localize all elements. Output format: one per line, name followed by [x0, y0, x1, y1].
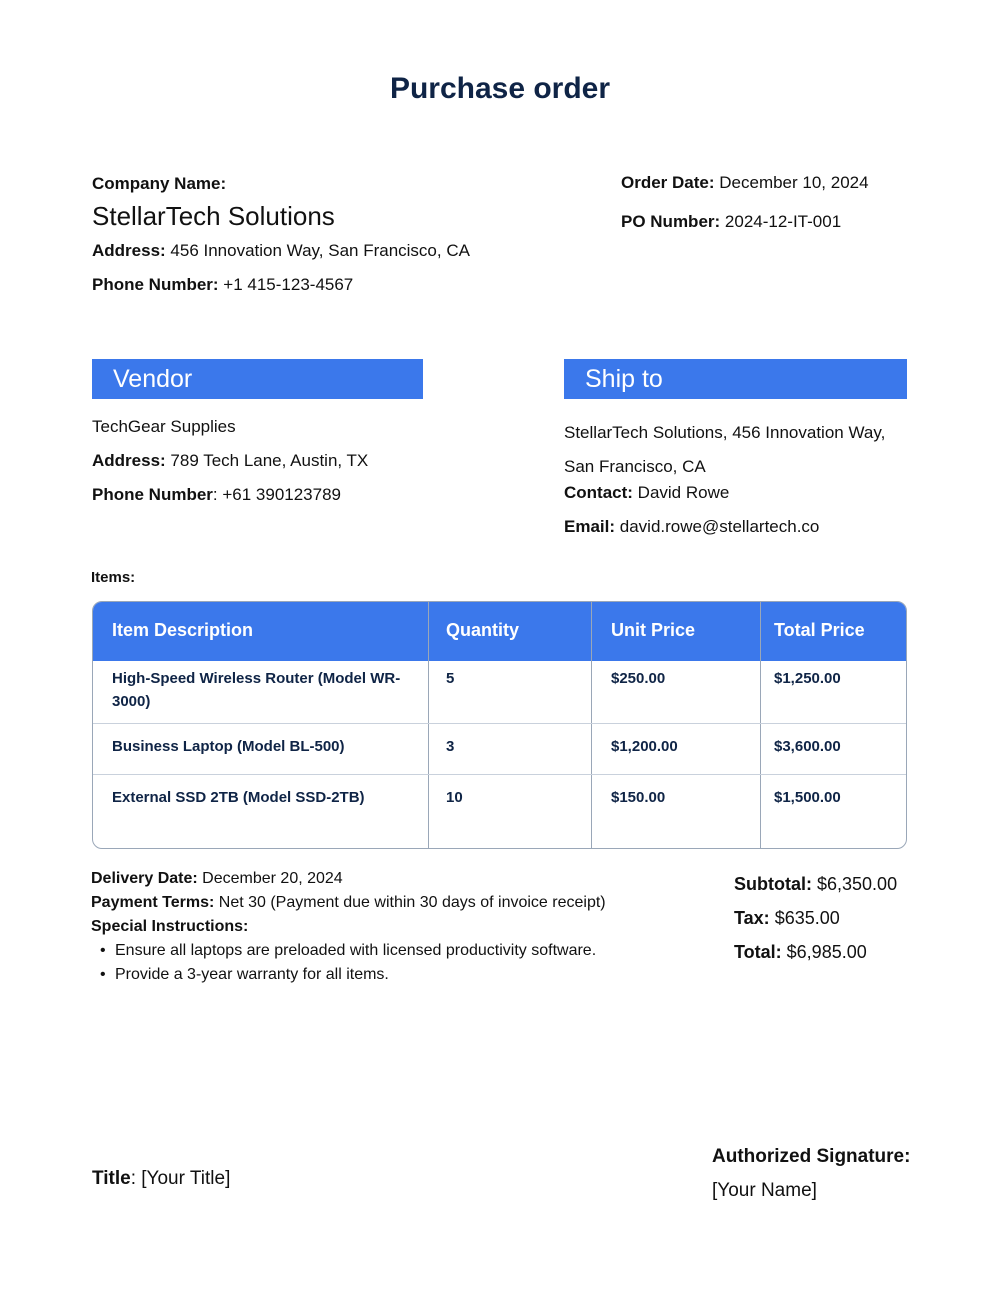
row-1-total-price: $1,250.00 [774, 670, 841, 687]
row-2-unit-price: $1,200.00 [611, 738, 678, 755]
delivery-date-label: Delivery Date: [91, 870, 198, 887]
row-2-description: Business Laptop (Model BL-500) [112, 738, 345, 755]
po-number-label: PO Number: [621, 212, 721, 231]
ship-to-contact [564, 482, 729, 504]
column-header-quantity: Quantity [446, 620, 520, 640]
items-label: Items: [91, 569, 136, 586]
vendor-phone-value: : +61 390123789 [212, 485, 342, 504]
vendor-name: TechGear Supplies [92, 417, 236, 436]
instruction-item [100, 941, 596, 961]
instruction-item [100, 965, 389, 985]
signer-title-value: : [Your Title] [130, 1168, 231, 1189]
column-header-total-price: Total Price [774, 620, 865, 640]
order-date [621, 172, 869, 194]
company-phone [92, 274, 353, 296]
subtotal [734, 873, 897, 895]
signer-name: [Your Name] [712, 1180, 817, 1201]
company-phone-value: +1 415-123-4567 [218, 275, 354, 294]
payment-terms [91, 893, 606, 913]
tax-label: Tax: [734, 908, 770, 928]
delivery-date [91, 869, 343, 889]
ship-to-email-value: david.rowe@stellartech.co [615, 517, 820, 536]
instruction-text: Ensure all laptops are preloaded with licensed productivity software. [115, 942, 597, 959]
authorized-signature-label: Authorized Signature: [712, 1146, 911, 1167]
total-value: $6,985.00 [781, 942, 867, 962]
page-title: Purchase order [389, 72, 611, 105]
order-date-label: Order Date: [621, 173, 715, 192]
row-3-unit-price: $150.00 [611, 789, 666, 806]
row-3-description: External SSD 2TB (Model SSD-2TB) [112, 789, 365, 806]
signer-title [92, 1167, 230, 1191]
vendor-heading: Vendor [92, 359, 423, 399]
total-label: Total: [734, 942, 782, 962]
company-address-value: 456 Innovation Way, San Francisco, CA [165, 241, 470, 260]
tax-value: $635.00 [769, 908, 840, 928]
company-address-label: Address: [92, 241, 166, 260]
column-divider [591, 602, 592, 848]
column-divider [760, 602, 761, 848]
row-divider [93, 774, 906, 775]
column-header-unit-price: Unit Price [611, 620, 696, 640]
vendor-phone-label: Phone Number [92, 485, 213, 504]
po-number-value: 2024-12-IT-001 [720, 212, 842, 231]
column-header-description: Item Description [112, 620, 254, 640]
subtotal-value: $6,350.00 [812, 874, 898, 894]
po-number [621, 211, 841, 233]
ship-to-email-label: Email: [564, 517, 616, 536]
bullet-icon: • [100, 942, 106, 959]
row-2-quantity: 3 [446, 738, 455, 755]
bullet-icon: • [100, 966, 106, 983]
vendor-address [92, 450, 368, 472]
row-1-quantity: 5 [446, 670, 455, 687]
total [734, 941, 867, 963]
row-3-total-price: $1,500.00 [774, 789, 841, 806]
vendor-address-label: Address: [92, 451, 166, 470]
ship-to-contact-value: David Rowe [632, 483, 730, 502]
row-1-unit-price: $250.00 [611, 670, 666, 687]
payment-terms-value: Net 30 (Payment due within 30 days of invoice receipt) [214, 894, 606, 911]
signer-title-label: Title [92, 1168, 131, 1189]
ship-to-address: StellarTech Solutions, 456 Innovation Way, San Francisco, CA [564, 423, 886, 476]
special-instructions-label: Special Instructions: [91, 918, 249, 935]
company-name: StellarTech Solutions [92, 201, 335, 231]
vendor-phone [92, 484, 341, 506]
row-3-quantity: 10 [446, 789, 463, 806]
row-1-description: High-Speed Wireless Router (Model WR-3000) [112, 670, 401, 710]
tax [734, 907, 840, 929]
items-table [92, 601, 907, 849]
company-phone-label: Phone Number: [92, 275, 219, 294]
delivery-date-value: December 20, 2024 [197, 870, 343, 887]
ship-to-heading: Ship to [564, 359, 907, 399]
row-2-total-price: $3,600.00 [774, 738, 841, 755]
vendor-address-value: 789 Tech Lane, Austin, TX [165, 451, 369, 470]
ship-to-contact-label: Contact: [564, 483, 633, 502]
payment-terms-label: Payment Terms: [91, 894, 215, 911]
company-address [92, 240, 470, 262]
subtotal-label: Subtotal: [734, 874, 812, 894]
order-date-value: December 10, 2024 [714, 173, 869, 192]
ship-to-email [564, 516, 819, 538]
instruction-text: Provide a 3-year warranty for all items. [115, 966, 389, 983]
column-divider [428, 602, 429, 848]
company-name-label: Company Name: [92, 174, 227, 193]
row-divider [93, 723, 906, 724]
